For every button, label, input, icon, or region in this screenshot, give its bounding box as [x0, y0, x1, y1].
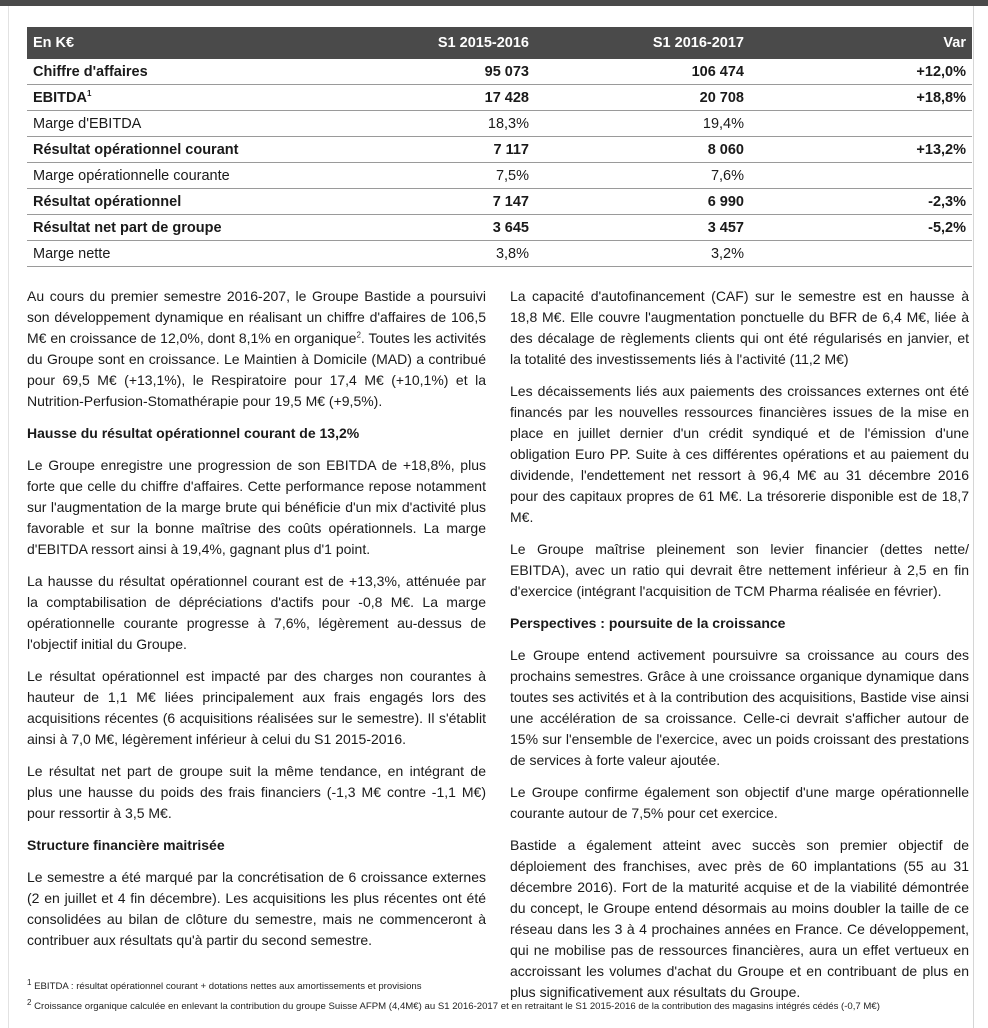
table-row: [27, 85, 972, 111]
paragraph: La capacité d'autofinancement (CAF) sur le semestre est en hausse à 18,8 M€. Elle couvre l'augmentation ponctuelle du BFR de 6,4 M€, liée à des décalage de règlements clients qui ont été régularisés en janvier, et la totalité des investissements liés à l'activité (11,2 M€): [510, 288, 969, 367]
row-variation-text: -5,2%: [928, 219, 966, 236]
footnote-text: EBITDA : résultat opérationnel courant + dotations nettes aux amortissements et provisions: [31, 981, 422, 992]
row-label-text: Marge d'EBITDA: [33, 115, 142, 132]
footnote-number: 1: [27, 977, 32, 987]
paragraph: Le Groupe entend activement poursuivre sa croissance au cours des prochains semestres. Grâce à une croissance organique dynamique dans toutes ses activités et à la contribution des acquisitions, Bastide vise ainsi une accélération de sa croissance. Celle-ci devrait s'afficher autour de 15% sur l'ensemble de l'exercice, avec un poids croissant des prestations de services à forte valeur ajoutée.: [510, 647, 969, 768]
paragraph: [27, 286, 486, 412]
row-label: [27, 111, 323, 137]
paragraph: Le Groupe enregistre une progression de son EBITDA de +18,8%, plus forte que celle du chiffre d'affaires. Cette performance repose notamment sur l'augmentation de la marge brute qui bénéficie d'un mix d'activité plus favorable et sur la bonne maîtrise des coûts opérationnels. La marge d'EBITDA ressort ainsi à 19,4%, gagnant plus d'1 point.: [27, 457, 486, 557]
row-label-text: Résultat net part de groupe: [33, 219, 222, 236]
footnote-2: [27, 997, 972, 1013]
row-value-period-1-text: 7,5%: [495, 167, 529, 184]
paragraph: Le semestre a été marqué par la concrétisation de 6 croissance externes (2 en juillet et 4 fin décembre). Les acquisitions les plus récentes ont été consolidées au bilan de clôture du semestre, mais ne commenceront à contribuer aux résultats qu'à partir du second semestre.: [27, 869, 486, 948]
row-value-period-2-text: 106 474: [691, 63, 744, 80]
left-column: [27, 286, 486, 962]
row-value-period-2: [535, 137, 750, 163]
paragraph: La hausse du résultat opérationnel courant est de +13,3%, atténuée par la comptabilisation de dépréciations d'actifs pour -0,8 M€. La marge opérationnelle courante progresse à 7,6%, légèrement au-dessus de l'objectif initial du Groupe.: [27, 573, 486, 652]
footnotes: [27, 977, 972, 1020]
row-variation-text: +18,8%: [916, 89, 966, 106]
row-value-period-1: [323, 59, 535, 85]
row-variation-text: +13,2%: [916, 141, 966, 158]
row-value-period-2-text: 7,6%: [710, 167, 744, 184]
paragraph: Le Groupe maîtrise pleinement son levier financier (dettes nette/ EBITDA), avec un ratio qui devrait être nettement inférieur à 2,5 en fin d'exercice (intégrant l'acquisition de TCM Pharma réalisée en février).: [510, 541, 969, 599]
row-value-period-1-text: 95 073: [484, 63, 529, 80]
row-value-period-1: [323, 111, 535, 137]
row-value-period-1: [323, 215, 535, 241]
footnote-ref: 2: [356, 330, 361, 340]
paragraph-text: Au cours du premier semestre 2016-207, le Groupe Bastide a poursuivi son développement dynamique en réalisant un chiffre d'affaires de 106,5 M€ en croissance de 12,0%, dont 8,1% en organique: [27, 288, 486, 346]
row-value-period-2-text: 8 060: [707, 141, 744, 158]
row-value-period-2-text: 19,4%: [702, 115, 744, 132]
table-row: [27, 215, 972, 241]
table-row: [27, 241, 972, 267]
row-label: [27, 189, 323, 215]
row-value-period-2-text: 20 708: [699, 89, 744, 106]
table-row: [27, 111, 972, 137]
header-period-1: S1 2015-2016: [323, 27, 535, 59]
row-label-text: Résultat opérationnel: [33, 193, 182, 210]
paragraph: Les décaissements liés aux paiements des croissances externes ont été financés par les nouvelles ressources financières issues de la mise en place en juillet dernier d'un crédit syndiqué et de l'émission d'une obligation Euro PP. Suite à ces différentes opérations et au paiement du dividende, l'endettement net ressort à 96,4 M€ au 31 décembre 2016 pour des capitaux propres de 61 M€. La trésorerie disponible est de 18,7 M€.: [510, 383, 969, 525]
row-label: [27, 241, 323, 267]
footnote-1: [27, 977, 972, 993]
page-left-rule: [8, 6, 9, 1028]
row-value-period-2-text: 6 990: [707, 193, 744, 210]
row-label-text: Marge opérationnelle courante: [33, 167, 230, 184]
row-value-period-1-text: 18,3%: [487, 115, 529, 132]
row-label-text: EBITDA: [33, 89, 87, 106]
right-column: [510, 286, 969, 1014]
row-value-period-1-text: 17 428: [484, 89, 529, 106]
table-row: [27, 163, 972, 189]
row-value-period-2: [535, 111, 750, 137]
row-label: [27, 163, 323, 189]
paragraph-text: . Toutes les activités du Groupe sont en croissance. Le Maintien à Domicile (MAD) a contribué pour 69,5 M€ (+13,1%), le Respiratoire pour 17,4 M€ (+10,1%) et la Nutrition-Perfusion-Stomathérapie pour 19,5 M€ (+9,5%).: [27, 330, 486, 409]
row-value-period-2: [535, 163, 750, 189]
row-value-period-1-text: 7 117: [493, 141, 529, 158]
row-value-period-1: [323, 189, 535, 215]
row-value-period-2: [535, 85, 750, 111]
row-variation: [750, 59, 972, 85]
paragraph: Le résultat net part de groupe suit la même tendance, en intégrant de plus une hausse du poids des frais financiers (-1,3 M€ contre -1,1 M€) pour ressortir à 3,5 M€.: [27, 763, 486, 821]
paragraph: Bastide a également atteint avec succès son premier objectif de déploiement des franchises, avec près de 60 implantations (55 au 31 décembre 2016). Fort de la maturité acquise et de la viabilité démontrée du concept, le Groupe entend désormais au moins doubler la taille de ce réseau dans les 3 à 4 prochaines années en France. Ce développement, qui ne mobilise pas de ressources financières, aura un effet vertueux en accroissant les volumes d'achat du Groupe et en contribuant de plus en plus significativement aux résultats du Groupe.: [510, 837, 969, 1000]
row-value-period-1-text: 7 147: [492, 193, 529, 210]
row-label-text: Marge nette: [33, 245, 111, 262]
section-heading: Hausse du résultat opérationnel courant de 13,2%: [27, 425, 360, 441]
row-variation-text: -2,3%: [928, 193, 966, 210]
table-row: [27, 59, 972, 85]
row-value-period-2: [535, 189, 750, 215]
row-value-period-1: [323, 137, 535, 163]
row-variation-text: +12,0%: [916, 63, 966, 80]
row-variation: [750, 163, 972, 189]
row-value-period-1: [323, 85, 535, 111]
row-variation: [750, 85, 972, 111]
table-row: [27, 137, 972, 163]
section-heading: Perspectives : poursuite de la croissance: [510, 615, 786, 631]
header-period-2: S1 2016-2017: [535, 27, 750, 59]
row-label: [27, 215, 323, 241]
section-heading: Structure financière maitrisée: [27, 837, 225, 853]
row-label: [27, 137, 323, 163]
row-label: [27, 59, 323, 85]
row-value-period-2: [535, 241, 750, 267]
row-value-period-2-text: 3,2%: [710, 245, 744, 262]
row-variation: [750, 241, 972, 267]
row-value-period-1-text: 3,8%: [495, 245, 529, 262]
row-value-period-2-text: 3 457: [707, 219, 744, 236]
row-value-period-1: [323, 163, 535, 189]
footnote-ref: 1: [86, 88, 92, 98]
row-value-period-1-text: 3 645: [492, 219, 529, 236]
paragraph: Le Groupe confirme également son objectif d'une marge opérationnelle courante autour de 7,5% pour cet exercice.: [510, 784, 969, 821]
financial-table: [27, 27, 972, 267]
row-label: [27, 85, 323, 111]
row-variation: [750, 215, 972, 241]
header-variation: Var: [750, 27, 972, 59]
row-variation: [750, 189, 972, 215]
paragraph: Le résultat opérationnel est impacté par des charges non courantes à hauteur de 1,1 M€ liées principalement aux frais engagés lors des acquisitions récentes (6 acquisitions réalisées sur le semestre). Il s'établit ainsi à 7,0 M€, légèrement inférieur à celui du S1 2015-2016.: [27, 668, 486, 747]
row-label-text: Chiffre d'affaires: [33, 63, 148, 80]
row-value-period-2: [535, 215, 750, 241]
table-header-row: [27, 27, 972, 59]
row-variation: [750, 137, 972, 163]
row-value-period-1: [323, 241, 535, 267]
row-value-period-2: [535, 59, 750, 85]
footnote-text: Croissance organique calculée en enlevant la contribution du groupe Suisse AFPM (4,4M€) au S1 2016-2017 et en retraitant le S1 2015-2016 de la contribution des magasins intégrés cédés (-0,7 M€): [31, 1001, 880, 1012]
header-unit: En K€: [27, 27, 323, 59]
row-variation: [750, 111, 972, 137]
table-row: [27, 189, 972, 215]
footnote-number: 2: [27, 997, 32, 1007]
row-label-text: Résultat opérationnel courant: [33, 141, 239, 158]
